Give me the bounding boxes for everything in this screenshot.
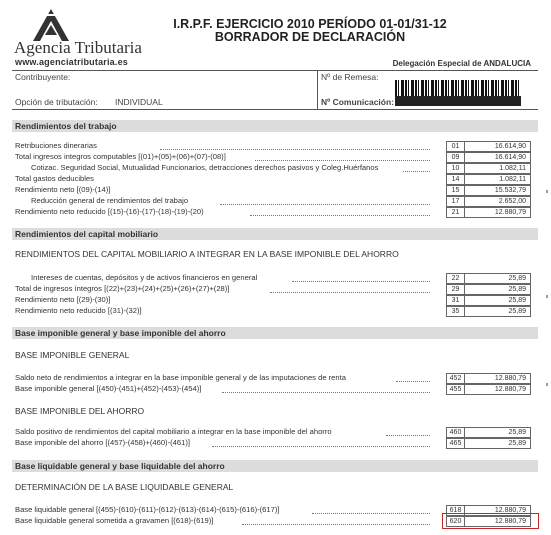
section-base-imponible-header: Base imponible general y base imponible del ahorro	[12, 327, 538, 339]
base-imponible-general-subtitle: BASE IMPONIBLE GENERAL	[15, 350, 130, 360]
opcion-value: INDIVIDUAL	[115, 97, 163, 107]
section-trabajo-header: Rendimientos del trabajo	[12, 120, 538, 132]
scan-mark	[546, 295, 548, 298]
amount-box: 15 15.532,79	[446, 185, 531, 196]
amount-box: 17 2.652,00	[446, 196, 531, 207]
amount-box: 01 16.614,90	[446, 141, 531, 152]
capital-row-label: Rendimiento neto reducido [(31)-(32)]	[15, 306, 142, 315]
amount-box: 452 12.880,79	[446, 373, 531, 384]
dot-leader	[396, 381, 430, 382]
capital-row-label: Total de ingresos íntegros [(22)+(23)+(24)+(25)+(26)+(27)+(28)]	[15, 284, 230, 293]
highlight-box	[442, 513, 539, 529]
amount-box: 14 1.082,11	[446, 174, 531, 185]
scan-mark	[546, 190, 548, 193]
trabajo-row-label: Total gastos deducibles	[15, 174, 94, 183]
title-line-1: I.R.P.F. EJERCICIO 2010 PERÍODO 01-01/31-12	[173, 17, 447, 31]
dot-leader	[386, 435, 430, 436]
header-divider-top	[12, 70, 538, 71]
dot-leader	[160, 149, 430, 150]
amount-box: 35 25,89	[446, 306, 531, 317]
amount-box: 620 12.880,79	[446, 516, 531, 527]
scan-mark	[546, 383, 548, 386]
amount-box: 10 1.082,11	[446, 163, 531, 174]
comunicacion-label: Nº Comunicación:	[321, 97, 394, 107]
section-capital-header: Rendimientos del capital mobiliario	[12, 228, 538, 240]
dot-leader	[250, 215, 430, 216]
amount-box: 22 25,89	[446, 273, 531, 284]
base-imponible-ahorro-subtitle: BASE IMPONIBLE DEL AHORRO	[15, 406, 145, 416]
capital-row-label: Intereses de cuentas, depósitos y de activos financieros en general	[31, 273, 258, 282]
agencia-tributaria-logo-icon	[32, 8, 70, 42]
capital-subtitle: RENDIMIENTOS DEL CAPITAL MOBILIARIO A INTEGRAR EN LA BASE IMPONIBLE DEL AHORRO	[15, 249, 399, 259]
trabajo-row-label: Rendimiento neto [(09)-(14)]	[15, 185, 111, 194]
dot-leader	[222, 392, 430, 393]
dot-leader	[255, 160, 430, 161]
base-ahorro-row-label: Base imponible del ahorro [(457)-(458)+(460)-(461)]	[15, 438, 190, 447]
amount-box: 455 12.880,79	[446, 384, 531, 395]
dot-leader	[403, 171, 430, 172]
opcion-label: Opción de tributación:	[15, 97, 98, 107]
comunicacion-redacted	[395, 96, 521, 106]
delegation-label: Delegación Especial de ANDALUCIA	[392, 59, 531, 68]
title-line-2: BORRADOR DE DECLARACIÓN	[214, 30, 406, 44]
trabajo-row-label: Cotizac. Seguridad Social, Mutualidad Funcionarios, detracciones derechos pasivos y Coleg.Huérfanos	[31, 163, 379, 172]
section-base-liquidable-header: Base liquidable general y base liquidable del ahorro	[12, 460, 538, 472]
amount-box: 460 25,89	[446, 427, 531, 438]
dot-leader	[270, 292, 430, 293]
base-general-row-label: Saldo neto de rendimientos a integrar en la base imponible general y de las imputaciones de renta	[15, 373, 346, 382]
agency-website: www.agenciatributaria.es	[15, 57, 129, 67]
document-title	[150, 18, 470, 44]
base-ahorro-row-label: Saldo positivo de rendimientos del capital mobiliario a integrar en la base imponible del ahorro	[15, 427, 332, 436]
capital-row-label: Rendimiento neto [(29)-(30)]	[15, 295, 111, 304]
dot-leader	[312, 513, 430, 514]
remesa-label: Nº de Remesa:	[321, 72, 379, 82]
base-general-row-label: Base imponible general [(450)-(451)+(452)-(453)-(454)]	[15, 384, 202, 393]
taxpayer-divider	[317, 70, 318, 110]
amount-box: 618 12.880,79	[446, 505, 531, 516]
contribuyente-label: Contribuyente:	[15, 72, 71, 82]
trabajo-row-label: Retribuciones dinerarias	[15, 141, 97, 150]
base-liquidable-row-label: Base liquidable general [(455)-(610)-(611)-(612)-(613)-(614)-(615)-(616)-(617)]	[15, 505, 280, 514]
trabajo-row-label: Rendimiento neto reducido [(15)-(16)-(17)-(18)-(19)-(20)	[15, 207, 204, 216]
base-liquidable-subtitle: DETERMINACIÓN DE LA BASE LIQUIDABLE GENERAL	[15, 482, 234, 492]
dot-leader	[292, 281, 430, 282]
amount-box: 31 25,89	[446, 295, 531, 306]
dot-leader	[212, 446, 430, 447]
dot-leader	[242, 524, 430, 525]
amount-box: 09 16.614,90	[446, 152, 531, 163]
header-divider-bottom	[12, 109, 538, 110]
amount-box: 21 12.880,79	[446, 207, 531, 218]
amount-box: 29 25,89	[446, 284, 531, 295]
trabajo-row-label: Total ingresos integros computables [(01)+(05)+(06)+(07)-(08)]	[15, 152, 226, 161]
dot-leader	[220, 204, 430, 205]
agency-name: Agencia Tributaria	[14, 38, 142, 57]
base-liquidable-row-label: Base liquidable general sometida a gravamen [(618)-(619)]	[15, 516, 214, 525]
amount-box: 465 25,89	[446, 438, 531, 449]
trabajo-row-label: Reducción general de rendimientos del trabajo	[31, 196, 189, 205]
